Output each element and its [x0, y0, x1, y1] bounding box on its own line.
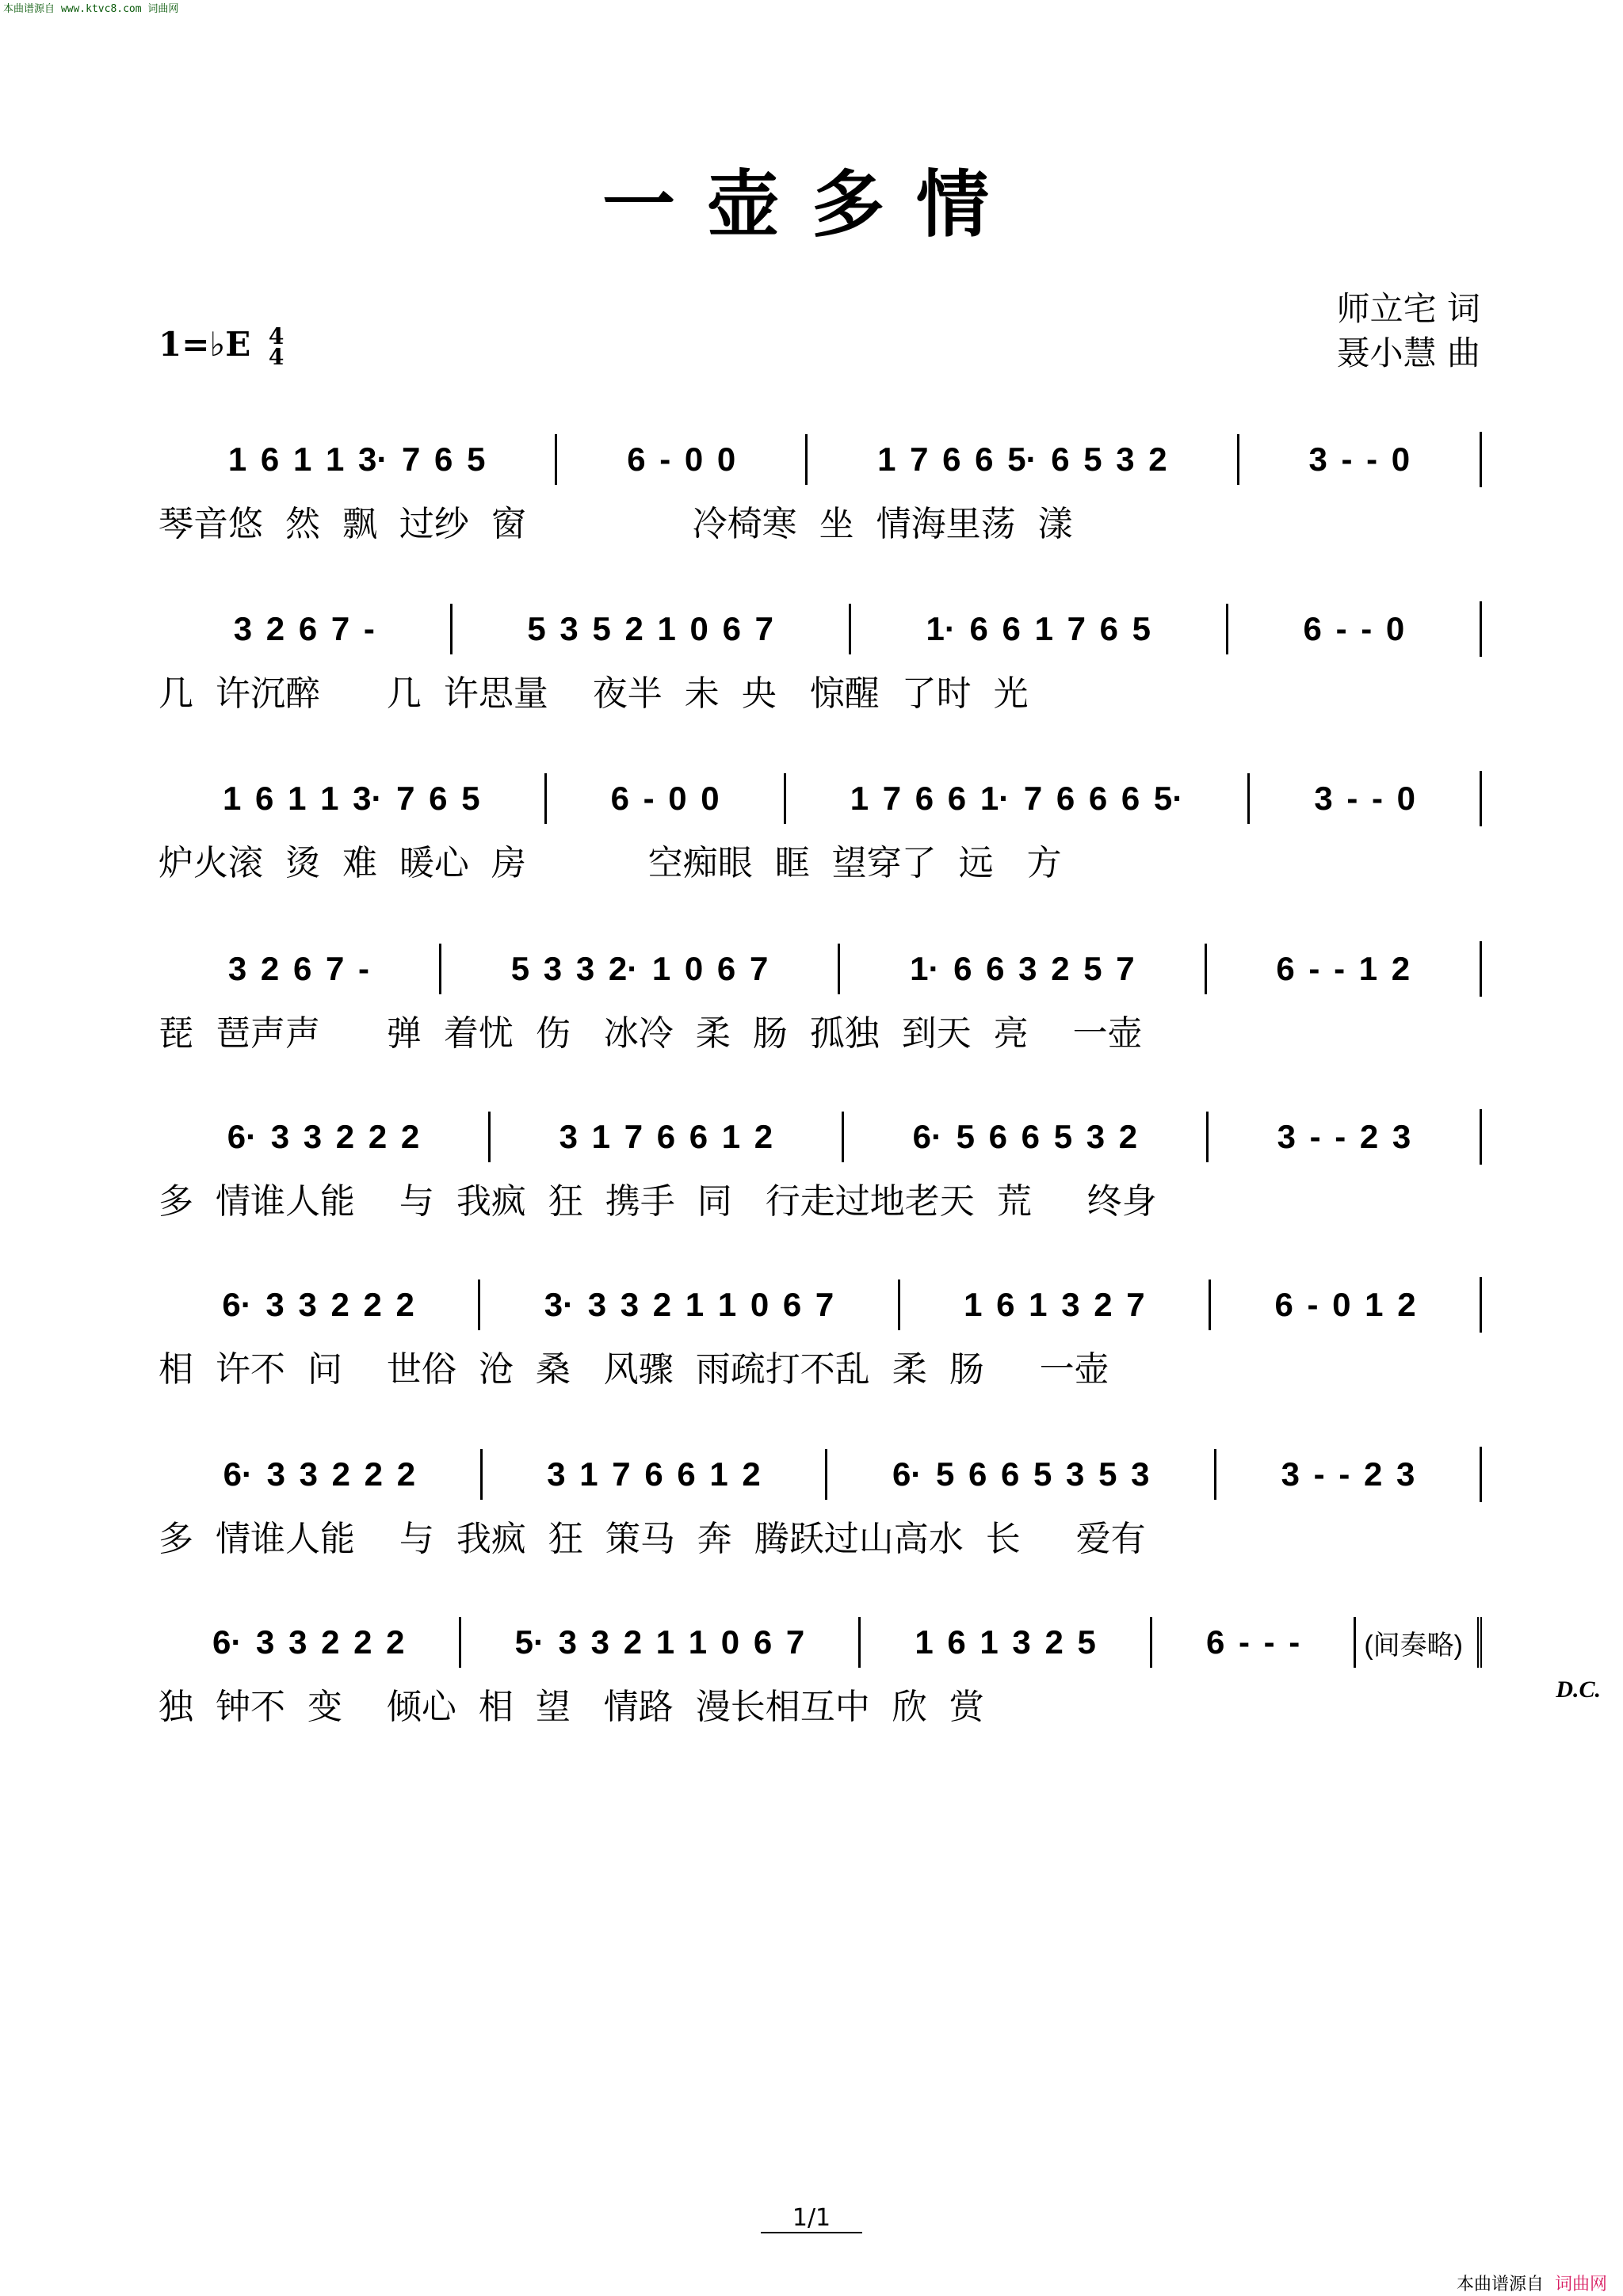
- score-line: [158, 941, 1482, 1055]
- measure: 1 7 6 6 5· 6 5 3 2: [805, 434, 1236, 485]
- lyrics: 独 钟不 变 倾心 相 望 情路 漫长相互中 欣 赏: [158, 1687, 984, 1727]
- measure: 3 - - 0: [1237, 434, 1480, 485]
- measure: 1 6 1 1 3· 7 6 5: [223, 780, 480, 817]
- song-title: 一壶多情: [601, 162, 1021, 247]
- interlude-note: (间奏略): [1354, 1617, 1482, 1668]
- source-banner: 本曲谱源自 www.ktvc8.com 词曲网: [3, 3, 179, 15]
- measure: 6 - - 1 2: [1205, 944, 1480, 994]
- measure: 5 3 3 2· 1 0 6 7: [439, 944, 838, 994]
- measure: 6· 5 6 6 5 3 2: [842, 1112, 1206, 1162]
- measure: 1· 6 6 1 7 6 5: [849, 604, 1226, 654]
- key: 1=♭E: [158, 325, 251, 364]
- measure: 3 1 7 6 6 1 2: [480, 1449, 826, 1500]
- notes-row: [158, 432, 1482, 487]
- lyrics: 炉火滚 烫 难 暖心 房 空痴眼 眶 望穿了 远 方: [158, 843, 1062, 883]
- score-line: [158, 1615, 1601, 1729]
- lyrics: 琵 琶声声 弹 着忧 伤 冰冷 柔 肠 孤独 到天 亮 一壶: [158, 1013, 1143, 1054]
- measure: 6 - - -: [1150, 1617, 1354, 1668]
- notes-row: [158, 1447, 1482, 1502]
- page-number: 1/1: [0, 2204, 1623, 2232]
- score-line: [158, 601, 1482, 715]
- notes-row: [158, 1615, 1482, 1670]
- measure: 5 3 5 2 1 0 6 7: [450, 604, 849, 654]
- key-signature: [158, 325, 284, 368]
- measure: 1· 6 6 3 2 5 7: [838, 944, 1204, 994]
- measure: 3 - - 2 3: [1214, 1449, 1480, 1500]
- score-line: [158, 1277, 1482, 1391]
- score-line: [158, 432, 1482, 546]
- measure: 3 2 6 7 -: [233, 610, 375, 647]
- notes-row: [158, 601, 1482, 657]
- lyricist: 师立宅 词: [1336, 289, 1480, 328]
- measure: 5· 3 3 2 1 1 0 6 7: [459, 1617, 859, 1668]
- notes-row: [158, 771, 1482, 826]
- footer: 本曲谱源自 词曲网: [1456, 2275, 1607, 2294]
- measure: 1 6 1 1 3· 7 6 5: [227, 441, 486, 478]
- measure: 6· 3 3 2 2 2: [223, 1455, 416, 1493]
- lyrics: 相 许不 问 世俗 沧 桑 风骤 雨疏打不乱 柔 肠 一壶: [158, 1349, 1109, 1390]
- time-signature: 4 4: [268, 323, 285, 370]
- notes-row: [158, 1109, 1482, 1165]
- measure: 6 - - 0: [1226, 604, 1480, 654]
- score-line: [158, 1109, 1482, 1223]
- measure: 3 1 7 6 6 1 2: [488, 1112, 842, 1162]
- measure: 6· 5 6 6 5 3 5 3: [825, 1449, 1214, 1500]
- measure: 6· 3 3 2 2 2: [227, 1118, 420, 1155]
- da-capo: D.C.: [1556, 1676, 1601, 1703]
- score-line: [158, 1447, 1482, 1561]
- measure: 1 6 1 3 2 5: [858, 1617, 1150, 1668]
- measure: 3 - - 0: [1247, 773, 1480, 824]
- measure: 1 6 1 3 2 7: [898, 1280, 1209, 1330]
- footer-brand: 词曲网: [1554, 2275, 1607, 2294]
- measure: 6· 3 3 2 2 2: [212, 1623, 405, 1661]
- measure: 3· 3 3 2 1 1 0 6 7: [478, 1280, 897, 1330]
- measure: 6 - 0 0: [544, 773, 784, 824]
- measure: 6 - 0 0: [555, 434, 805, 485]
- measure: 1 7 6 6 1· 7 6 6 6 5·: [784, 773, 1248, 824]
- lyrics: 多 情谁人能 与 我疯 狂 策马 奔 腾跃过山高水 长 爱有: [158, 1519, 1146, 1559]
- score-line: [158, 771, 1482, 885]
- lyrics: 几 许沉醉 几 许思量 夜半 未 央 惊醒 了时 光: [158, 673, 1029, 714]
- lyrics: 多 情谁人能 与 我疯 狂 携手 同 行走过地老天 荒 终身: [158, 1181, 1157, 1222]
- measure: 6 - 0 1 2: [1209, 1280, 1480, 1330]
- measure: 3 2 6 7 -: [227, 950, 369, 987]
- lyrics: 琴音悠 然 飘 过纱 窗 冷椅寒 坐 情海里荡 漾: [158, 504, 1073, 544]
- credits: [1337, 287, 1480, 376]
- composer: 聂小慧 曲: [1336, 334, 1480, 372]
- measure: 6· 3 3 2 2 2: [222, 1286, 414, 1323]
- notes-row: [158, 941, 1482, 997]
- measure: 3 - - 2 3: [1206, 1112, 1480, 1162]
- notes-row: [158, 1277, 1482, 1333]
